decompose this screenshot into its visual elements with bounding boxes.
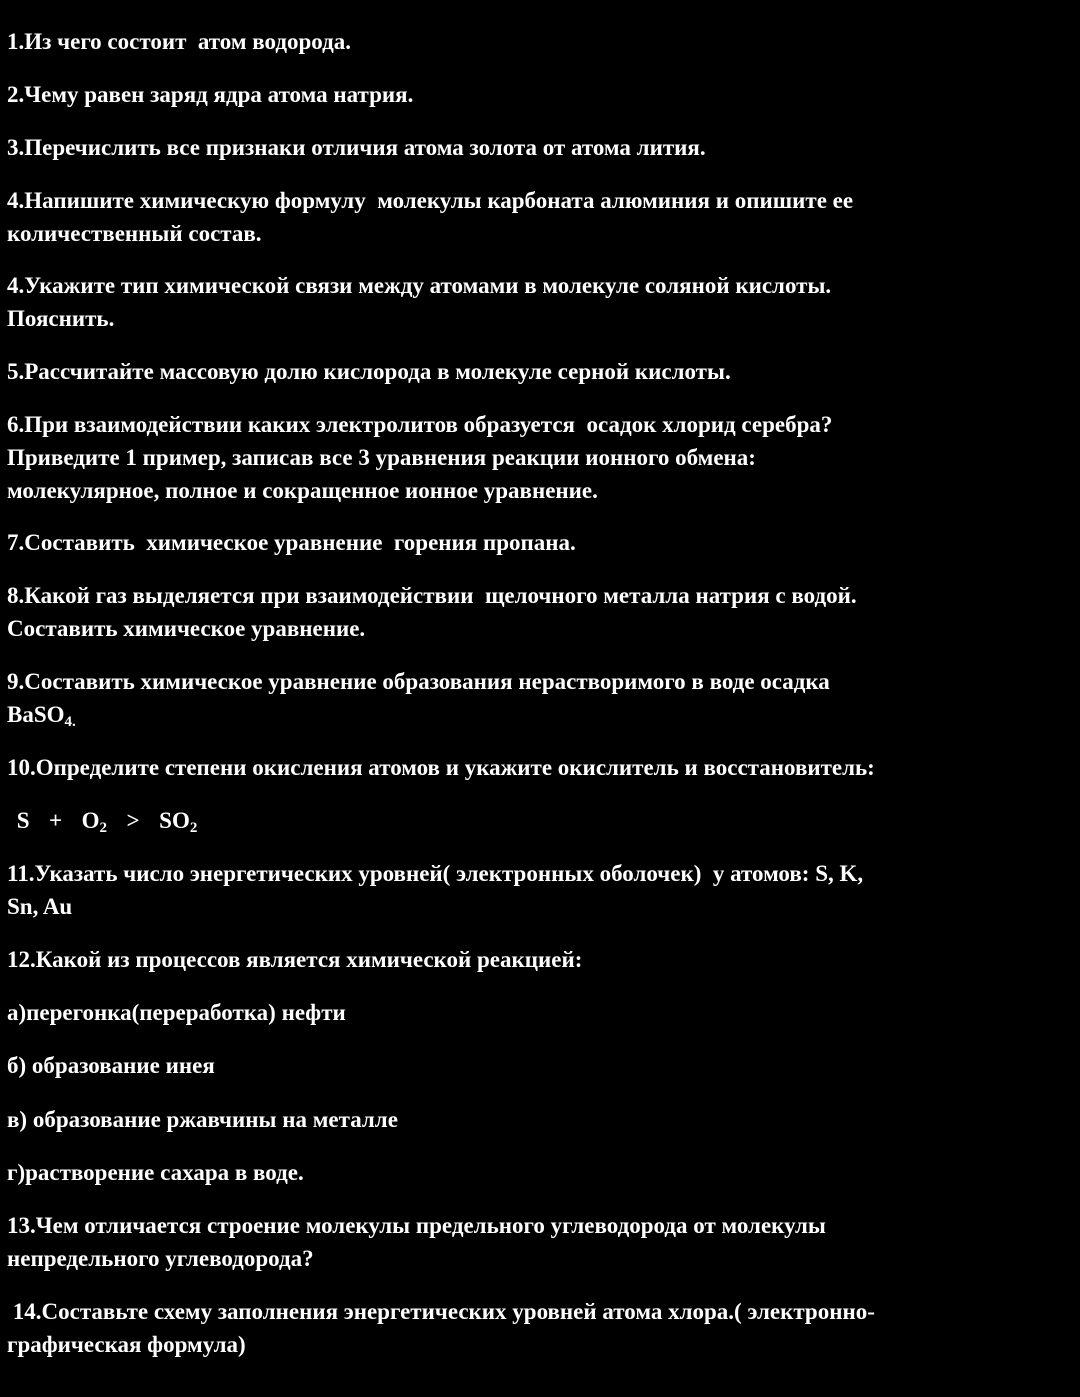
question-7: 7.Составить химическое уравнение горения пропана. bbox=[7, 530, 576, 555]
question-12-option-a: а)перегонка(переработка) нефти bbox=[7, 1000, 346, 1025]
question-6: 6.При взаимодействии каких электролитов образуется осадок хлорид серебра? Приведите 1 пример, записав все 3 уравнения реакции ионного обмена: молекулярное, полное и сокращенное ионное уравнение. bbox=[7, 412, 833, 503]
question-4b: 4.Укажите тип химической связи между атомами в молекуле соляной кислоты. Пояснить. bbox=[7, 273, 832, 331]
question-3: 3.Перечислить все признаки отличия атома золота от атома лития. bbox=[7, 135, 706, 160]
question-13: 13.Чем отличается строение молекулы предельного углеводорода от молекулы непредельного углеводорода? bbox=[7, 1213, 826, 1271]
question-8: 8.Какой газ выделяется при взаимодействии щелочного металла натрия с водой. Составить химическое уравнение. bbox=[7, 583, 857, 641]
question-11: 11.Указать число энергетических уровней( электронных оболочек) у атомов: S, K, Sn, Au bbox=[7, 861, 864, 919]
baso4-formula: BaSO4. bbox=[7, 702, 76, 730]
question-10-equation: S + O2 > SO2 bbox=[7, 808, 198, 836]
question-14: 14.Составьте схему заполнения энергетических уровней атома хлора.( электронно- графическая формула) bbox=[7, 1299, 875, 1357]
question-12: 12.Какой из процессов является химической реакцией: bbox=[7, 947, 583, 972]
question-5: 5.Рассчитайте массовую долю кислорода в молекуле серной кислоты. bbox=[7, 359, 731, 384]
question-9: 9.Составить химическое уравнение образования нерастворимого в воде осадка BaSO4. bbox=[7, 669, 830, 730]
question-4a: 4.Напишите химическую формулу молекулы карбоната алюминия и опишите ее количественный состав. bbox=[7, 188, 854, 246]
question-10: 10.Определите степени окисления атомов и укажите окислитель и восстановитель: bbox=[7, 755, 875, 780]
question-12-option-b: б) образование инея bbox=[7, 1053, 215, 1078]
question-12-option-d: г)растворение сахара в воде. bbox=[7, 1160, 304, 1185]
question-2: 2.Чему равен заряд ядра атома натрия. bbox=[7, 82, 414, 107]
question-1: 1.Из чего состоит атом водорода. bbox=[7, 29, 352, 54]
question-12-option-c: в) образование ржавчины на металле bbox=[7, 1107, 398, 1132]
